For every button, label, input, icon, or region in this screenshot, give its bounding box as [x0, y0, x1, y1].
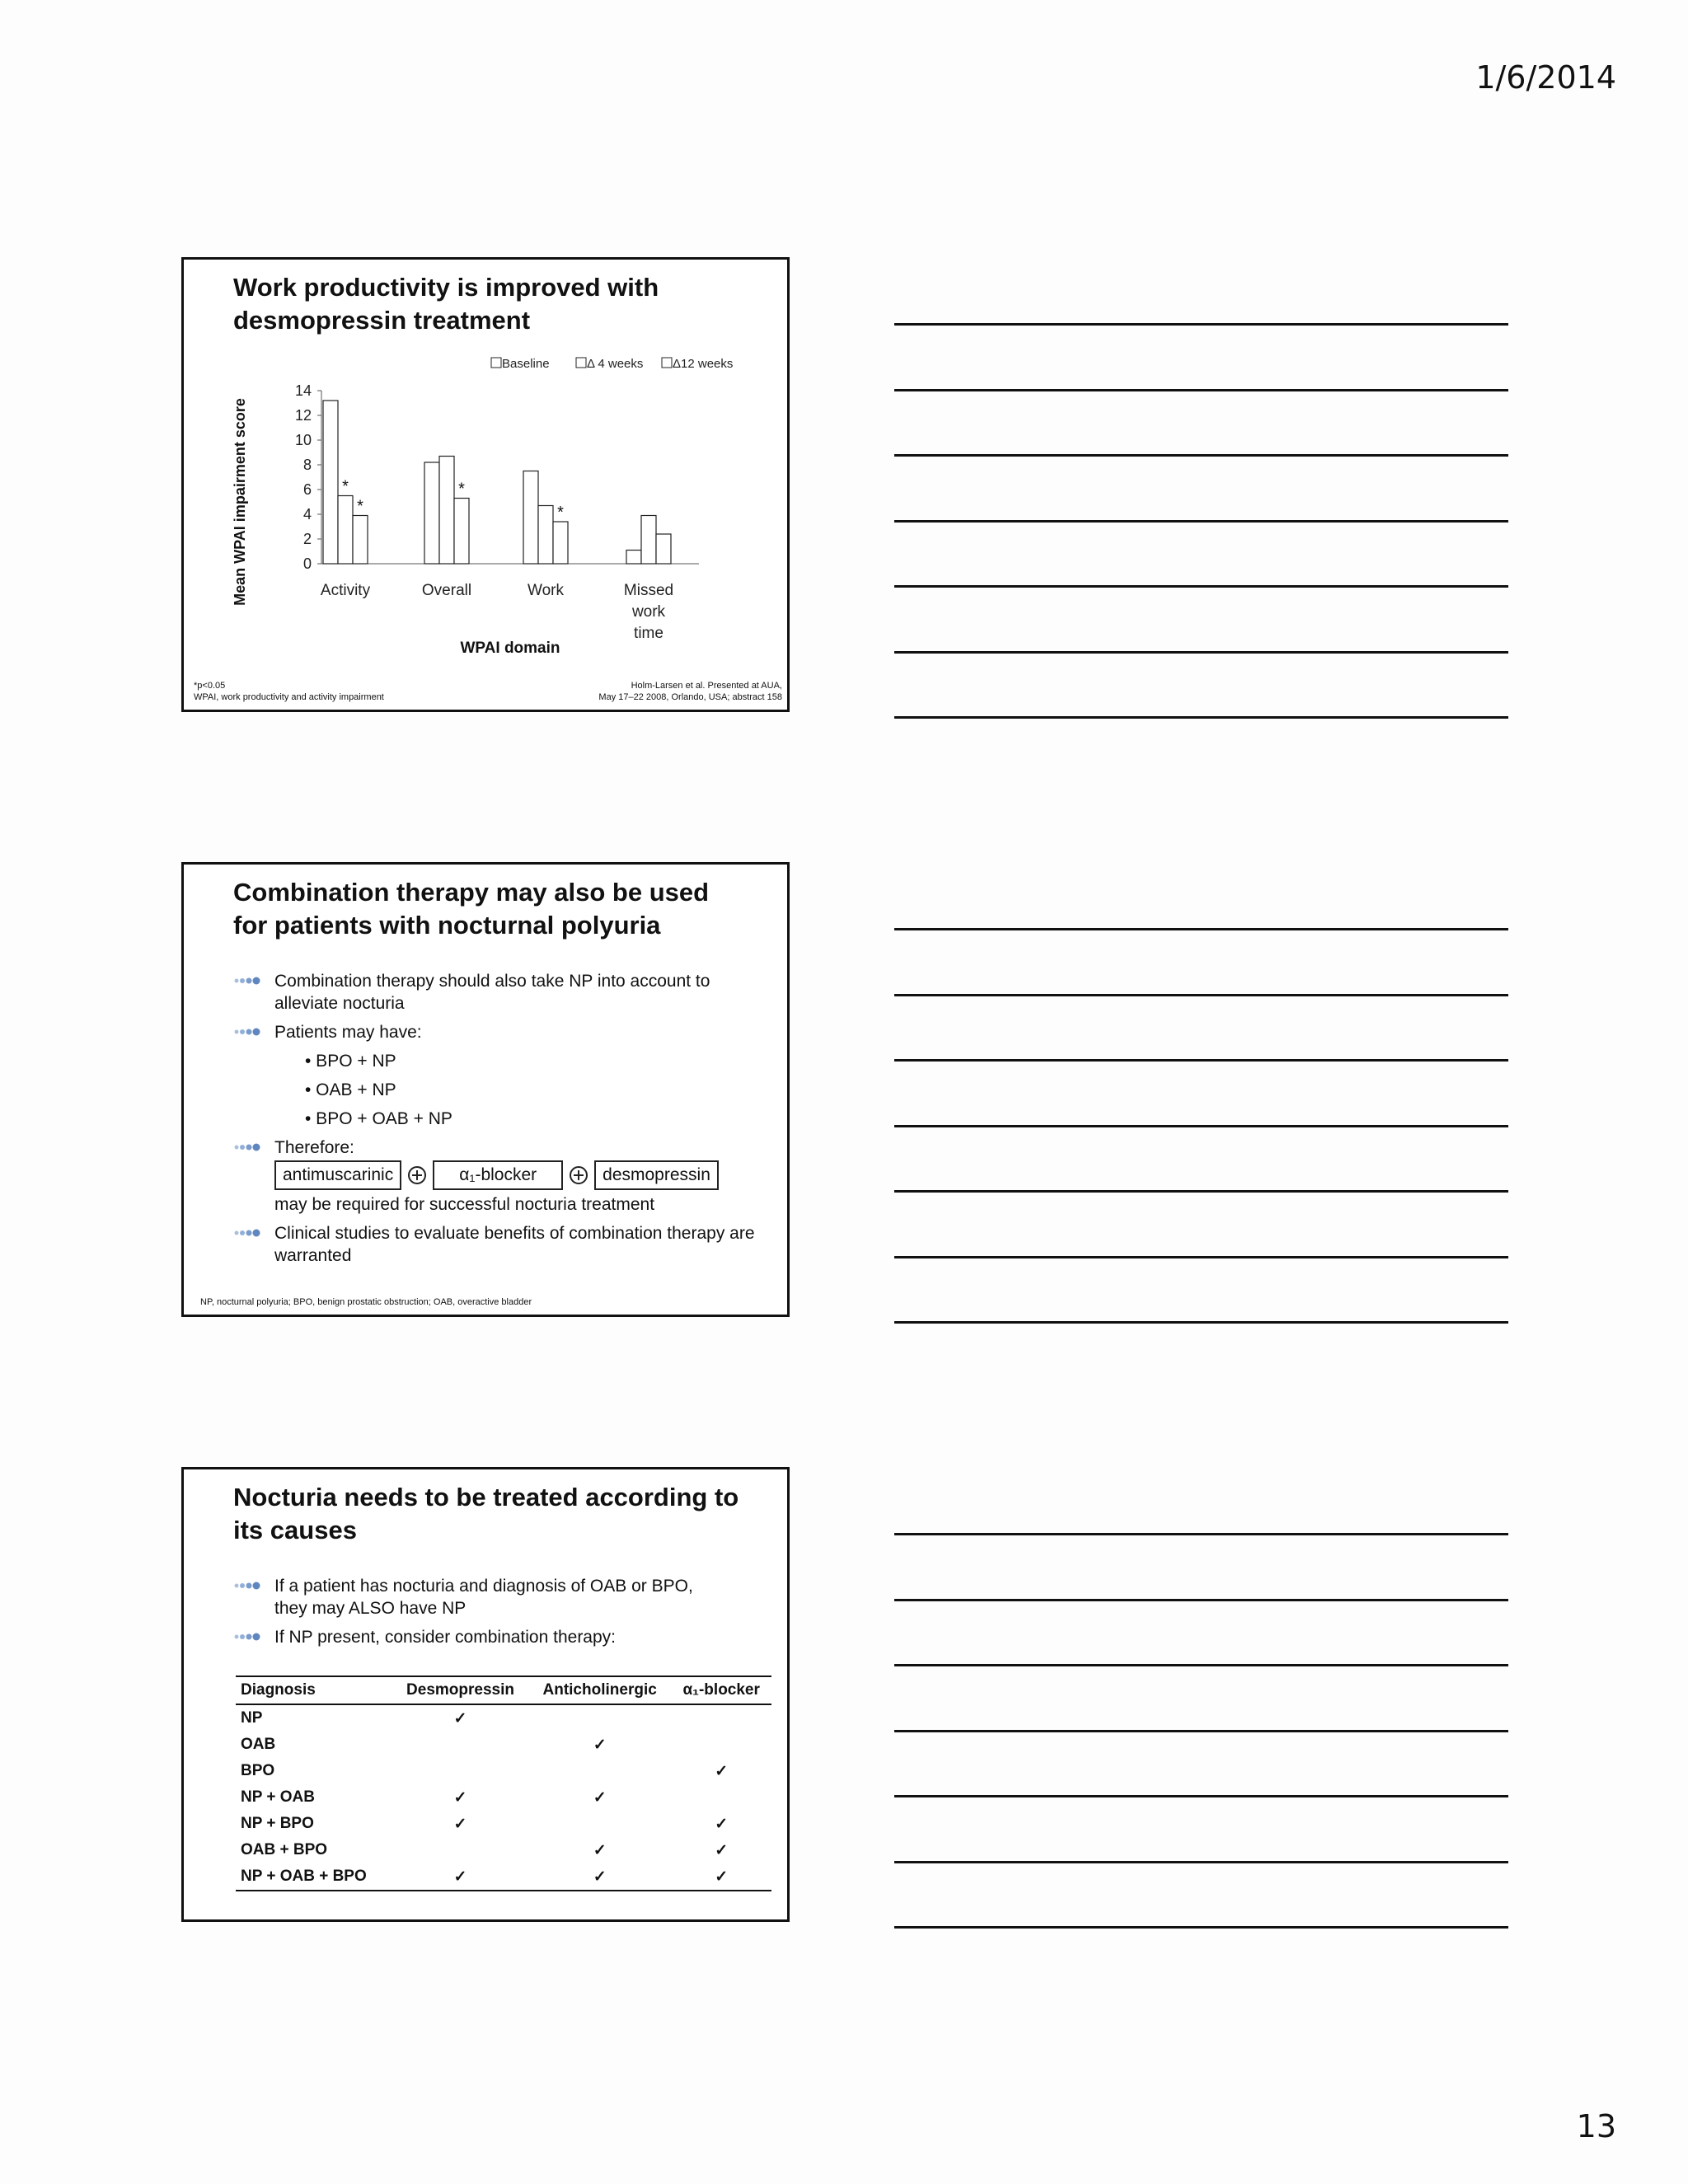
note-line — [894, 1664, 1508, 1666]
bar-1-0 — [338, 496, 353, 565]
note-line — [894, 389, 1508, 391]
check-mark-cell: ✓ — [453, 1815, 467, 1833]
bullet-dots-icon — [233, 1228, 263, 1238]
note-line — [894, 1190, 1508, 1193]
note-line — [894, 1730, 1508, 1732]
bar-2-1 — [454, 499, 469, 565]
check-mark-cell: ✓ — [715, 1841, 729, 1859]
bullet-list — [233, 970, 761, 1273]
note-line — [894, 1599, 1508, 1601]
note-line — [894, 323, 1508, 326]
bullet-dots-icon — [233, 1142, 263, 1152]
antimuscarinic-box: antimuscarinic — [274, 1160, 401, 1190]
significance-star: * — [342, 477, 349, 496]
check-mark-cell: ✓ — [392, 1863, 528, 1891]
slide-title: Work productivity is improved with desmopressin treatment — [233, 273, 659, 335]
alpha-blocker-box: α₁-blocker — [433, 1160, 563, 1190]
note-line — [894, 1795, 1508, 1797]
table-row — [236, 1784, 771, 1811]
x-category-label: Work — [528, 582, 564, 599]
x-category-label: time — [634, 625, 663, 642]
bar-2-2 — [553, 522, 568, 564]
bar-1-1 — [439, 457, 454, 565]
diagnosis-cell: OAB — [241, 1736, 276, 1753]
check-mark-cell: ✓ — [453, 1788, 467, 1807]
y-tick-label: 6 — [302, 481, 312, 498]
sub-bullet-item: • BPO + OAB + NP — [305, 1109, 452, 1128]
note-line — [894, 716, 1508, 719]
header-diagnosis: Diagnosis — [236, 1676, 392, 1704]
y-tick-label: 12 — [294, 407, 312, 424]
check-mark-cell: ✓ — [593, 1788, 607, 1807]
empty-cell — [528, 1811, 671, 1837]
plus-icon — [408, 1166, 426, 1184]
flow-caption: may be required for successful nocturia treatment — [274, 1195, 655, 1214]
x-axis-title: WPAI domain — [460, 640, 560, 657]
note-line — [894, 1125, 1508, 1127]
note-line — [894, 520, 1508, 523]
slide-nocturia-causes — [181, 1467, 790, 1922]
empty-cell — [528, 1758, 671, 1784]
note-line — [894, 1861, 1508, 1863]
bar-0-3 — [626, 551, 641, 565]
slide-work-productivity — [181, 257, 790, 712]
legend-swatch — [662, 358, 672, 368]
note-line — [894, 585, 1508, 588]
table-row — [236, 1732, 771, 1758]
slide-title: Nocturia needs to be treated according to its causes — [233, 1483, 739, 1544]
slide-title: Combination therapy may also be used for patients with nocturnal polyuria — [233, 878, 710, 940]
bar-1-3 — [641, 516, 656, 565]
empty-cell — [671, 1704, 771, 1732]
slide-combination-therapy — [181, 862, 790, 1317]
diagnosis-cell: NP — [241, 1709, 263, 1727]
note-line — [894, 1059, 1508, 1062]
bullet-dots-icon — [233, 976, 263, 986]
bar-2-0 — [353, 516, 368, 565]
empty-cell — [392, 1732, 528, 1758]
bullet-list — [233, 1575, 728, 1655]
bullet-item: If NP present, consider combination therapy: — [233, 1626, 728, 1648]
empty-cell — [671, 1732, 771, 1758]
check-mark-cell: ✓ — [453, 1709, 467, 1727]
therapy-flow — [274, 1160, 761, 1190]
y-tick-label: 4 — [302, 506, 312, 523]
x-category-label: work — [631, 603, 666, 621]
bar-0-2 — [523, 471, 538, 565]
table-header-row — [236, 1676, 771, 1704]
diagnosis-cell: NP + OAB + BPO — [236, 1863, 392, 1891]
desmopressin-box: desmopressin — [594, 1160, 719, 1190]
bullet-dots-icon — [233, 1581, 263, 1591]
table-row — [236, 1758, 771, 1784]
note-line — [894, 1926, 1508, 1929]
treatment-table — [236, 1675, 771, 1891]
check-mark-cell: ✓ — [715, 1762, 729, 1780]
sub-bullet-item: • OAB + NP — [305, 1080, 396, 1099]
legend-label: Baseline — [502, 357, 550, 371]
page-number: 13 — [1576, 2108, 1616, 2144]
empty-cell — [671, 1784, 771, 1811]
y-tick-label: 0 — [302, 555, 312, 572]
bullet-dots-icon — [233, 1027, 263, 1037]
note-line — [894, 454, 1508, 457]
bar-2-3 — [656, 534, 671, 564]
y-tick-label: 2 — [302, 531, 312, 547]
x-category-label: Activity — [320, 582, 371, 599]
x-category-label: Overall — [421, 582, 472, 599]
diagnosis-cell: BPO — [241, 1762, 275, 1779]
y-axis-title: Mean WPAI impairment score — [232, 398, 248, 606]
footnote-right: Holm-Larsen et al. Presented at AUA, May 17–22 2008, Orlando, USA; abstract 158 — [598, 681, 782, 702]
header-date: 1/6/2014 — [1475, 59, 1616, 96]
note-line — [894, 994, 1508, 996]
diagnosis-cell: NP + BPO — [241, 1815, 314, 1832]
check-mark-cell: ✓ — [528, 1863, 671, 1891]
footnote-left: *p<0.05 WPAI, work productivity and activity impairment — [194, 681, 384, 702]
diagnosis-cell: OAB + BPO — [241, 1841, 328, 1858]
y-tick-label: 8 — [302, 457, 312, 473]
footnote: NP, nocturnal polyuria; BPO, benign prostatic obstruction; OAB, overactive bladder — [200, 1297, 532, 1307]
table-row — [236, 1704, 771, 1732]
y-tick-label: 14 — [294, 382, 312, 399]
legend-swatch — [491, 358, 501, 368]
table-row — [236, 1837, 771, 1863]
y-tick-label: 10 — [294, 432, 312, 448]
check-mark-cell: ✓ — [593, 1736, 607, 1754]
plus-icon — [570, 1166, 588, 1184]
empty-cell — [528, 1704, 671, 1732]
significance-star: * — [557, 504, 564, 522]
x-category-label: Missed — [623, 582, 674, 599]
legend-label: Δ12 weeks — [673, 357, 734, 371]
bullet-item: Combination therapy should also take NP into account to alleviate nocturia — [233, 970, 761, 1015]
bullet-item: If a patient has nocturia and diagnosis of OAB or BPO, they may ALSO have NP — [233, 1575, 728, 1619]
legend-label: Δ 4 weeks — [587, 357, 644, 371]
empty-cell — [392, 1758, 528, 1784]
bar-0-1 — [424, 462, 439, 564]
sub-bullet-item: • BPO + NP — [305, 1052, 396, 1071]
diagnosis-cell: NP + OAB — [241, 1788, 315, 1806]
bullet-item: Patients may have: — [233, 1021, 761, 1043]
significance-star: * — [458, 480, 465, 499]
note-line — [894, 651, 1508, 654]
note-line — [894, 1321, 1508, 1324]
legend-swatch — [576, 358, 586, 368]
table-row — [236, 1811, 771, 1837]
check-mark-cell: ✓ — [671, 1863, 771, 1891]
wpai-bar-chart — [184, 260, 787, 710]
bar-0-0 — [323, 401, 338, 564]
bullet-item: Clinical studies to evaluate benefits of combination therapy are warranted — [233, 1222, 761, 1267]
bar-1-2 — [538, 506, 553, 565]
bullet-dots-icon — [233, 1632, 263, 1642]
note-line — [894, 928, 1508, 930]
header-desmopressin: Desmopressin — [392, 1676, 528, 1704]
check-mark-cell: ✓ — [715, 1815, 729, 1833]
table-row — [236, 1863, 771, 1891]
significance-star: * — [357, 497, 363, 516]
note-line — [894, 1256, 1508, 1258]
header-alpha-blocker: α₁-blocker — [671, 1676, 771, 1704]
check-mark-cell: ✓ — [593, 1841, 607, 1859]
empty-cell — [392, 1837, 528, 1863]
bullet-item: Therefore: antimuscarinic α₁-blocker desmopressin may be required for successful nocturia treatment — [233, 1137, 761, 1216]
header-anticholinergic: Anticholinergic — [528, 1676, 671, 1704]
note-line — [894, 1533, 1508, 1535]
